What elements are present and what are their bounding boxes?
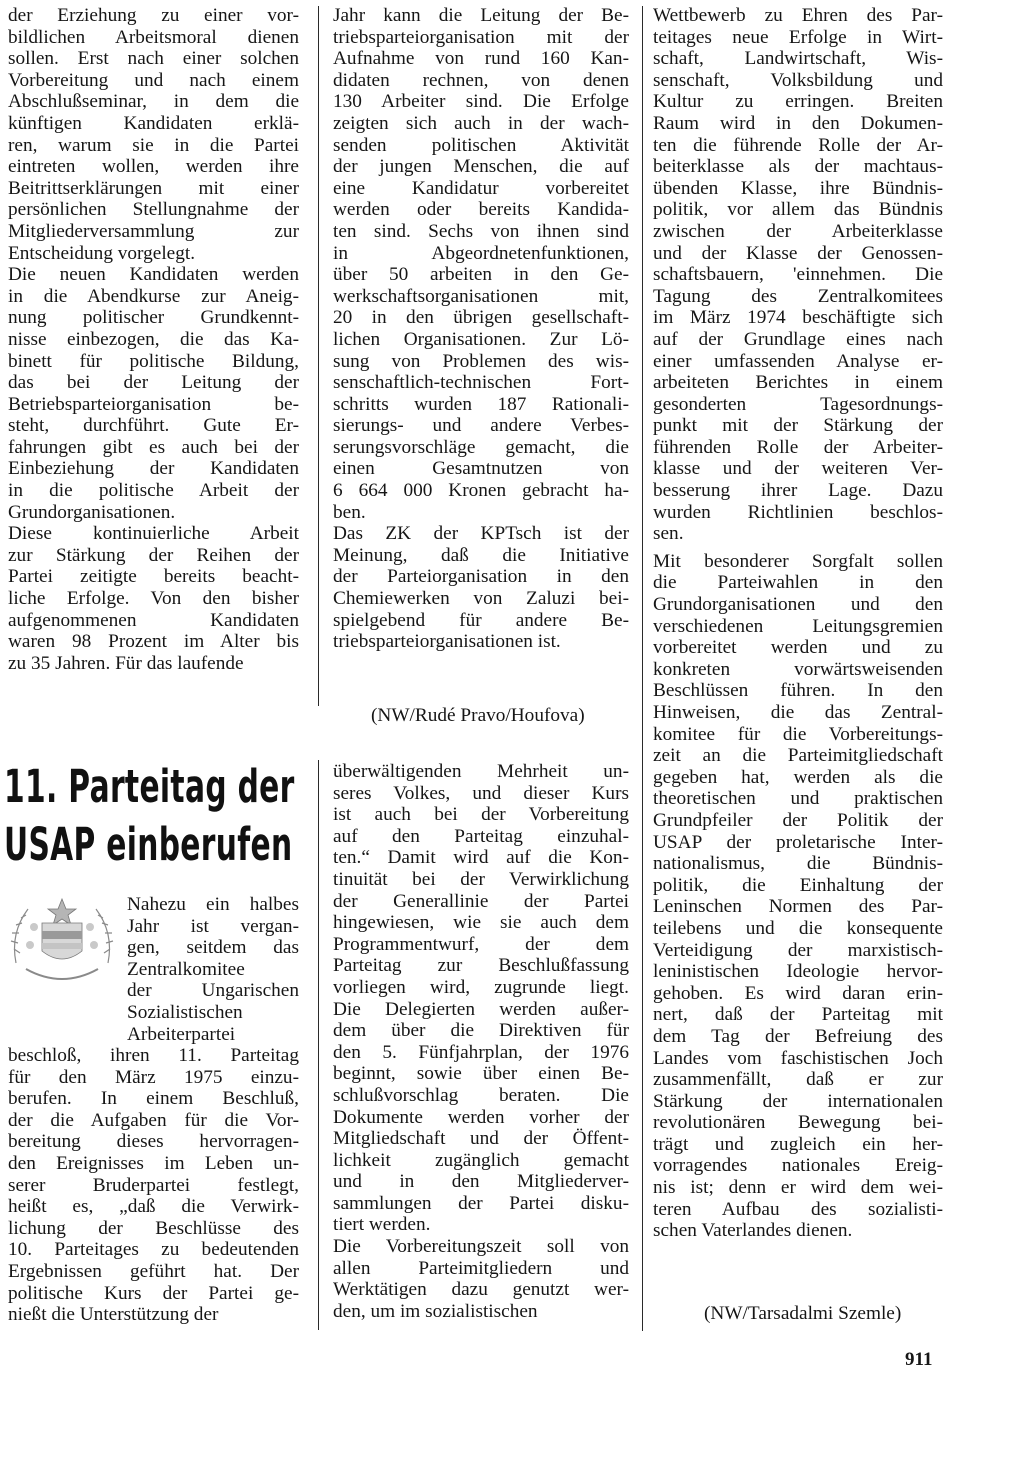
text-line: gehoben. Es wird daran erin- xyxy=(653,982,943,1004)
headline-line-1: 11. Parteitag der xyxy=(4,760,295,813)
text-line: theoretischen und praktischen xyxy=(653,788,943,810)
text-line: nießt die Unterstützung der xyxy=(8,1304,219,1326)
column-2-bottom-text xyxy=(333,761,629,1322)
text-line: lichkeit zugänglich gemacht xyxy=(333,1149,629,1171)
source-credit-2: (NW/Tarsadalmi Szemle) xyxy=(704,1303,902,1324)
text-line: der Parteiorganisation in den xyxy=(333,566,629,588)
text-line: gen, seitdem das xyxy=(127,937,299,959)
text-line: künftigen Kandidaten erklä- xyxy=(8,112,299,134)
text-line: ten die führende Rolle der Ar- xyxy=(653,134,943,156)
text-line: sammlungen der Partei disku- xyxy=(333,1192,629,1214)
text-line: beginnt, sowie über einen Be- xyxy=(333,1063,629,1085)
text-line: gesonderten Tagesordnungs- xyxy=(653,393,943,415)
text-line: nisse einbezogen, die das Ka- xyxy=(8,328,299,350)
text-line: senden politischen Aktivität xyxy=(333,134,629,156)
text-line: spielgebend für andere Be- xyxy=(333,609,629,631)
text-line: das bei der Leitung der xyxy=(8,372,299,394)
text-line: steht, durchführt. Gute Er- xyxy=(8,415,299,437)
text-line: 130 Arbeiter sind. Die Erfolge xyxy=(333,91,629,113)
text-line: zur Stärkung der Reihen der xyxy=(8,544,299,566)
text-line: trägt und zugleich ein her- xyxy=(653,1133,943,1155)
text-line: Arbeiterpartei xyxy=(127,1023,236,1045)
text-line: teren Aufbau des sozialisti- xyxy=(653,1198,943,1220)
text-line: teilebens und die konsequente xyxy=(653,917,943,939)
text-line: senschaft, Volksbildung und xyxy=(653,69,943,91)
text-line: 20 in den übrigen gesellschaft- xyxy=(333,307,629,329)
text-line: werkschaftsorganisationen mit, xyxy=(333,285,629,307)
text-line: ten sind. Sechs von ihnen sind xyxy=(333,220,629,242)
text-line: auf der Grundlage eines nach xyxy=(653,328,943,350)
text-line: Das ZK der KPTsch ist der xyxy=(333,523,629,545)
text-line: politik, die Einhaltung der xyxy=(653,874,943,896)
text-line: lichung der Beschlüsse des xyxy=(8,1217,299,1239)
text-line: dem Tag der Befreiung des xyxy=(653,1025,943,1047)
text-line: heißt es, „daß die Verwirk- xyxy=(8,1196,299,1218)
text-line: punkt mit der Stärkung der xyxy=(653,415,943,437)
source-credit-1: (NW/Rudé Pravo/Houfova) xyxy=(371,705,585,726)
text-line: hingewiesen, wie sie auch dem xyxy=(333,912,629,934)
text-line: ben. xyxy=(333,501,366,523)
headline-line-2: USAP einberufen xyxy=(4,818,293,871)
text-line: zusammenfällt, daß er zur xyxy=(653,1069,943,1091)
text-line: Betriebsparteiorganisation be- xyxy=(8,393,299,415)
text-line: serungsvorschläge gemacht, die xyxy=(333,436,629,458)
text-line: klasse und der weiteren Ver- xyxy=(653,458,943,480)
text-line: ten.“ Damit wird auf die Kon- xyxy=(333,847,629,869)
text-line: nert, daß der Parteitag mit xyxy=(653,1004,943,1026)
text-line: Partei zeitigte bereits beacht- xyxy=(8,566,299,588)
text-line: triebsparteiorganisationen ist. xyxy=(333,631,561,653)
text-line: Werktätigen dazu genutzt wer- xyxy=(333,1279,629,1301)
text-line: eine Kandidatur vorbereitet xyxy=(333,177,629,199)
text-line: Kultur zu erringen. Breiten xyxy=(653,91,943,113)
text-line: Grundpfeiler der Politik der xyxy=(653,809,943,831)
text-line: teitages neue Erfolge in Wirt- xyxy=(653,26,943,48)
text-line: führenden Rolle der Arbeiter- xyxy=(653,436,943,458)
text-line: Grundorganisationen und den xyxy=(653,594,943,616)
text-line: Wettbewerb zu Ehren des Par- xyxy=(653,5,943,26)
text-line: Landes vom faschistischen Joch xyxy=(653,1047,943,1069)
text-line: Sozialistischen xyxy=(127,1001,243,1023)
text-line: beschloß, ihren 11. Parteitag xyxy=(8,1045,299,1066)
text-line: konkreten vorwärtsweisenden xyxy=(653,658,943,680)
text-line: zeigten sich auch in der wach- xyxy=(333,112,629,134)
text-line: den, um im sozialistischen xyxy=(333,1300,538,1322)
text-line: der Erziehung zu einer vor- xyxy=(8,5,299,26)
page-number: 911 xyxy=(905,1349,933,1370)
text-line: der jungen Menschen, die auf xyxy=(333,156,629,178)
text-line: Stärkung der internationalen xyxy=(653,1090,943,1112)
text-line: bereitung dieses hervorragen- xyxy=(8,1131,299,1153)
text-line: Meinung, daß die Initiative xyxy=(333,544,629,566)
text-line: vorliegen wird, zugrunde liegt. xyxy=(333,976,629,998)
text-line: allen Parteimitgliedern und xyxy=(333,1257,629,1279)
text-line: 10. Parteitages zu bedeutenden xyxy=(8,1239,299,1261)
text-line: Raum wird in den Dokumen- xyxy=(653,112,943,134)
text-line: eintreten wollen, werden ihre xyxy=(8,156,299,178)
text-line: binett für politische Bildung, xyxy=(8,350,299,372)
text-line: Grundorganisationen. xyxy=(8,501,176,523)
text-line: sierungs- und andere Verbes- xyxy=(333,415,629,437)
text-line: dem über die Direktiven für xyxy=(333,1020,629,1042)
text-line: aufgenommenen Kandidaten xyxy=(8,609,299,631)
text-line: zu 35 Jahren. Für das laufende xyxy=(8,652,244,674)
text-line: Vorbereitung und nach einem xyxy=(8,69,299,91)
text-line: zeit an die Parteimitgliedschaft xyxy=(653,745,943,767)
text-line: schlußvorschlag beraten. Die xyxy=(333,1084,629,1106)
text-line: auf den Parteitag einzuhal- xyxy=(333,825,629,847)
text-line: zwischen der Arbeiterklasse xyxy=(653,220,943,242)
text-line: Die Vorbereitungszeit soll von xyxy=(333,1236,629,1258)
text-line: für den März 1975 einzu- xyxy=(8,1066,299,1088)
text-line: den 5. Fünfjahrplan, der 1976 xyxy=(333,1041,629,1063)
text-line: verschiedenen Leitungsgremien xyxy=(653,615,943,637)
text-line: übenden Klasse, ihre Bündnis- xyxy=(653,177,943,199)
column-rule-2 xyxy=(642,6,643,1331)
column-3-text xyxy=(653,5,943,1242)
text-line: Verteidigung der marxistisch- xyxy=(653,939,943,961)
text-line: im März 1974 beschäftigte sich xyxy=(653,307,943,329)
text-line: Beitrittserklärungen mit einer xyxy=(8,177,299,199)
text-line: ren, warum sie in die Partei xyxy=(8,134,299,156)
text-line: schritts wurden 187 Rationali- xyxy=(333,393,629,415)
text-line: waren 98 Prozent im Alter bis xyxy=(8,631,299,653)
text-line: Entscheidung vorgelegt. xyxy=(8,242,196,264)
column-rule-1-top xyxy=(318,6,319,706)
text-line: revolutionären Bewegung bei- xyxy=(653,1112,943,1134)
text-line: Chemiewerken von Zaluzi bei- xyxy=(333,588,629,610)
text-line: serer Bruderpartei festlegt, xyxy=(8,1174,299,1196)
text-line: schen Vaterlandes dienen. xyxy=(653,1220,853,1242)
text-line: werden oder bereits Kandida- xyxy=(333,199,629,221)
text-line: tiert werden. xyxy=(333,1214,431,1236)
text-line: sung von Problemen des wis- xyxy=(333,350,629,372)
text-line: Mit besonderer Sorgfalt sollen xyxy=(653,550,943,572)
column-1-top-text xyxy=(8,5,299,674)
text-line: Dokumente werden vorher der xyxy=(333,1106,629,1128)
text-line: schaft, Landwirtschaft, Wis- xyxy=(653,48,943,70)
column-rule-1-bottom xyxy=(318,760,319,1330)
text-line: einer umfassenden Analyse er- xyxy=(653,350,943,372)
text-line: sen. xyxy=(653,523,684,545)
hungarian-emblem-image xyxy=(6,893,118,989)
text-line: bildlichen Arbeitsmoral dienen xyxy=(8,26,299,48)
text-line: USAP der proletarische Inter- xyxy=(653,831,943,853)
text-line: die Parteiwahlen in den xyxy=(653,572,943,594)
text-line: sollen. Erst nach einer solchen xyxy=(8,48,299,70)
text-line: Beschlüssen führen. In den xyxy=(653,680,943,702)
text-line: und in den Mitgliederver- xyxy=(333,1171,629,1193)
text-line: persönlichen Stellungnahme der xyxy=(8,199,299,221)
text-line: wurden Richtlinien beschlos- xyxy=(653,501,943,523)
text-line: Hinweisen, die das Zentral- xyxy=(653,702,943,723)
text-line: Mitgliederversammlung zur xyxy=(8,220,299,242)
column-1-intro-text xyxy=(127,894,299,1045)
text-line: Tagung des Zentralkomitees xyxy=(653,285,943,307)
text-line: lichen Organisationen. Zur Lö- xyxy=(333,328,629,350)
text-line: nis ist; denn er wird dem wei- xyxy=(653,1177,943,1199)
text-line: Leninschen Normen des Par- xyxy=(653,896,943,918)
text-line: leninistischen Ideologie hervor- xyxy=(653,961,943,983)
text-line: in die Abendkurse zur Aneig- xyxy=(8,285,299,307)
text-line: der die Aufgaben für die Vor- xyxy=(8,1109,299,1131)
text-line: Mitgliedschaft und der Öffent- xyxy=(333,1128,629,1150)
text-line: berufen. In einem Beschluß, xyxy=(8,1088,299,1110)
text-line: schaftsbauern, 'einnehmen. Die xyxy=(653,264,943,286)
text-line: senschaftlich-technischen Fort- xyxy=(333,372,629,394)
text-line: überwältigenden Mehrheit un- xyxy=(333,761,629,782)
column-2-top-text xyxy=(333,5,629,653)
text-line: politische Kurs der Partei ge- xyxy=(8,1282,299,1304)
text-line: 6 664 000 Kronen gebracht ha- xyxy=(333,480,629,502)
text-line: tinuität bei der Verwirklichung xyxy=(333,868,629,890)
text-line: Die neuen Kandidaten werden xyxy=(8,264,299,286)
text-line: fahrungen gibt es auch bei der xyxy=(8,436,299,458)
text-line: politik, vor allem das Bündnis xyxy=(653,199,943,221)
text-line: triebsparteiorganisation mit der xyxy=(333,26,629,48)
text-line: der Generallinie der Partei xyxy=(333,890,629,912)
text-line: vorragendes nationales Ereig- xyxy=(653,1155,943,1177)
text-line: Einbeziehung der Kandidaten xyxy=(8,458,299,480)
text-line: gegeben hat, werden als die xyxy=(653,766,943,788)
text-line: didaten rechnen, von denen xyxy=(333,69,629,91)
text-line: über 50 arbeiten in den Ge- xyxy=(333,264,629,286)
text-line: der Ungarischen xyxy=(127,980,299,1002)
text-line: Zentralkomitee xyxy=(127,958,245,980)
text-line: Aufnahme von rund 160 Kan- xyxy=(333,48,629,70)
text-line: Jahr ist vergan- xyxy=(127,915,299,937)
text-line: komitee für die Vorbereitungs- xyxy=(653,723,943,745)
text-line: besserung ihrer Lage. Dazu xyxy=(653,480,943,502)
text-line: und der Klasse der Genossen- xyxy=(653,242,943,264)
text-line: Nahezu ein halbes xyxy=(127,894,299,915)
article-headline xyxy=(4,758,295,874)
text-line: Programmentwurf, der dem xyxy=(333,933,629,955)
text-line: nung politischer Grundkennt- xyxy=(8,307,299,329)
text-line: arbeiteten Berichtes in einem xyxy=(653,372,943,394)
text-line: Ergebnissen geführt hat. Der xyxy=(8,1260,299,1282)
text-line: einen Gesamtnutzen von xyxy=(333,458,629,480)
text-line: liche Erfolge. Von den bisher xyxy=(8,588,299,610)
text-line: vorbereitet werden und zu xyxy=(653,637,943,659)
text-line: Die Delegierten werden außer- xyxy=(333,998,629,1020)
column-1-bottom-text xyxy=(8,1045,299,1326)
text-line: seres Volkes, und dieser Kurs xyxy=(333,782,629,804)
text-line: Jahr kann die Leitung der Be- xyxy=(333,5,629,26)
text-line: Abschlußseminar, in dem die xyxy=(8,91,299,113)
text-line: den Ereignisses im Leben un- xyxy=(8,1152,299,1174)
text-line: beiterklasse als der machtaus- xyxy=(653,156,943,178)
text-line: Parteitag zur Beschlußfassung xyxy=(333,955,629,977)
text-line: Diese kontinuierliche Arbeit xyxy=(8,523,299,545)
text-line: ist auch bei der Vorbereitung xyxy=(333,804,629,826)
text-line: nationalismus, die Bündnis- xyxy=(653,853,943,875)
text-line: in Abgeordnetenfunktionen, xyxy=(333,242,629,264)
text-line: in die politische Arbeit der xyxy=(8,480,299,502)
